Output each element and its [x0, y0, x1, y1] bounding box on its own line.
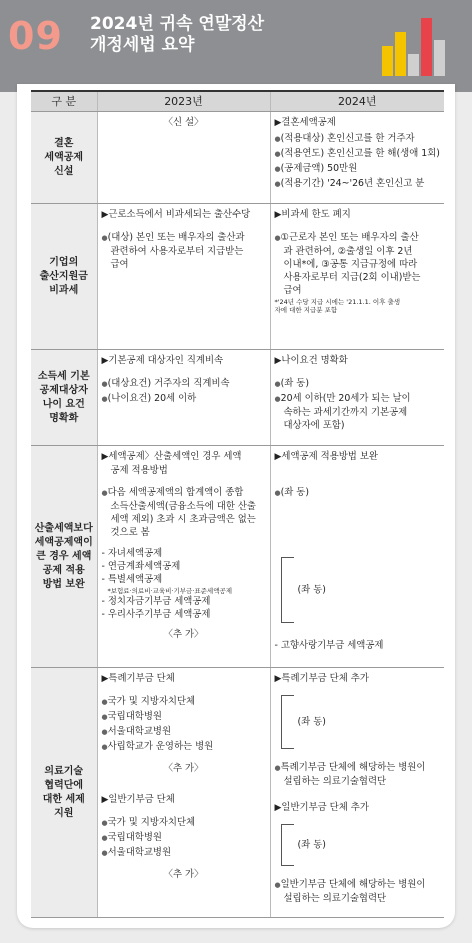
section-title	[90, 14, 264, 56]
header-2024: 2024년	[270, 91, 444, 112]
row-category: 의료기술 협력단에 대한 세제 지원	[31, 668, 97, 918]
cell-2023: ▶ 기본공제 대상자인 직계비속 ● (대상요건) 거주자의 직계비속 ● (나이요건) 20세 이하	[97, 350, 270, 446]
table-row	[31, 112, 444, 204]
table-row	[31, 668, 444, 918]
row-category: 소득세 기본 공제대상자 나이 요건 명확화	[31, 350, 97, 446]
same-as-left-bracket: (좌 동)	[281, 824, 294, 866]
section-title-line2: 개정세법 요약	[90, 35, 195, 55]
section-number: 09	[8, 14, 63, 58]
comparison-table	[31, 90, 444, 918]
cell-2024: ▶ 특례기부금 단체 추가 (좌 동) ● 특례기부금 단체에 해당하는 병원이 설립하는 의료기술협력단 ▶ 일반기부금 단체 추가 (좌 동) ● 일반기부금 단체에 해당하는 병원이 설립하는 의료기술협력단	[270, 668, 444, 918]
header-2023: 2023년	[97, 91, 270, 112]
section-title-line1: 2024년 귀속 연말정산	[90, 14, 265, 34]
cell-2024: ▶ 세액공제 적용방법 보완 ● (좌 동) (좌 동) - 고향사랑기부금 세액공제	[270, 446, 444, 668]
cell-2024: ▶ 비과세 한도 폐지 ● ①근로자 본인 또는 배우자의 출산 과 관련하여, ②출생일 이후 2년 이내*에, ③공통 지급규정에 따라 사용자로부터 지급(2회 이내)받는 급여 *'24년 수당 지급 시에는 '21.1.1. 이후 출생 자에 대한 지급분 포함	[270, 204, 444, 350]
page-header	[0, 0, 472, 92]
row-category: 산출세액보다 세액공제액이 큰 경우 세액 공제 적용 방법 보완	[31, 446, 97, 668]
cell-2023: ▶ 특례기부금 단체 ● 국가 및 지방자치단체 ● 국립대학병원 ● 서울대학교병원 ● 사립학교가 운영하는 병원 〈추 가〉 ▶ 일반기부금 단체 ● 국가 및 지방자치단체 ● 국립대학병원 ● 서울대학교병원 〈추 가〉	[97, 668, 270, 918]
footnote: *'24년 수당 지급 시에는 '21.1.1. 이후 출생 자에 대한 지급분 포함	[274, 298, 401, 314]
cell-2023: ▶ 세액공제〉산출세액인 경우 세액 공제 적용방법 ● 다음 세액공제액의 합계액이 종합 소득산출세액(금융소득에 대한 산출 세액 제외) 초과 시 초과금액은 없는 것으로 봄 - 자녀세액공제 - 연금계좌세액공제 - 특별세액공제 *보험료·의료비·교육비·기부금·표준세액공제 - 정치자금기부금 세액공제 - 우리사주기부금 세액공제 〈추 가〉	[97, 446, 270, 668]
same-as-left-bracket: (좌 동)	[281, 557, 294, 623]
bar-chart-icon	[382, 14, 446, 76]
table-row	[31, 446, 444, 668]
table-row	[31, 204, 444, 350]
cell-2023: ▶ 근로소득에서 비과세되는 출산수당 ● (대상) 본인 또는 배우자의 출산과 관련하여 사용자로부터 지급받는 급여	[97, 204, 270, 350]
cell-2024: ▶ 나이요건 명확화 ● (좌 동) ● 20세 이하(만 20세가 되는 날이 속하는 과세기간까지 기본공제 대상자에 포함)	[270, 350, 444, 446]
same-as-left-bracket: (좌 동)	[281, 695, 294, 749]
row-category: 기업의 출산지원금 비과세	[31, 204, 97, 350]
table-header-row	[31, 91, 444, 112]
cell-2023: 〈신 설〉	[97, 112, 270, 204]
header-category: 구 분	[31, 91, 97, 112]
row-category: 결혼 세액공제 신설	[31, 112, 97, 204]
table-row	[31, 350, 444, 446]
content-sheet	[17, 84, 455, 928]
cell-2024: ▶ 결혼세액공제 ● (적용대상) 혼인신고를 한 거주자 ● (적용연도) 혼인신고를 한 해(생애 1회) ● (공제금액) 50만원 ● (적용기간) '24~'26년 혼인신고 분	[270, 112, 444, 204]
